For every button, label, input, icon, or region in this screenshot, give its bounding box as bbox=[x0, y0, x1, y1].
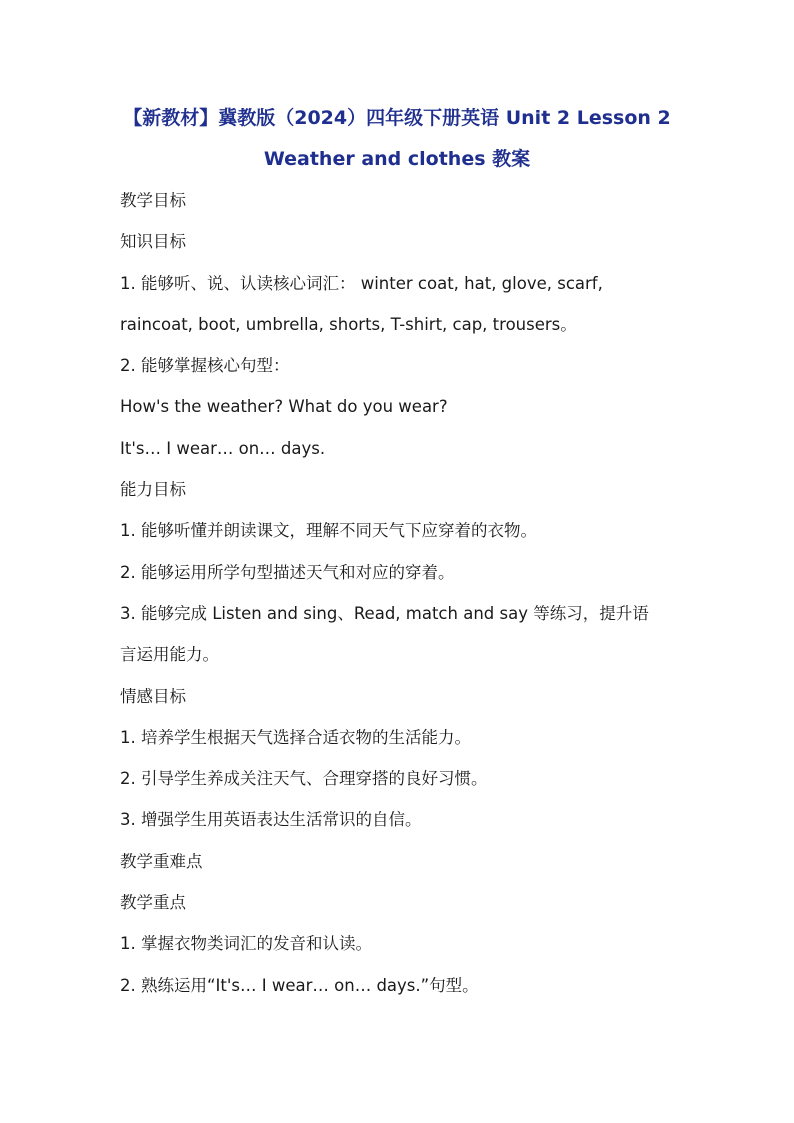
paragraph-line: How's the weather? What do you wear? bbox=[120, 397, 448, 417]
paragraph-line: 2. 能够掌握核心句型： bbox=[120, 356, 290, 376]
title-line-2: Weather and clothes 教案 bbox=[263, 148, 531, 170]
paragraph-line: raincoat, boot, umbrella, shorts, T-shirt, cap, trousers。 bbox=[120, 314, 577, 334]
paragraph-line: 1. 掌握衣物类词汇的发音和认读。 bbox=[120, 934, 372, 954]
paragraph-line: 2. 能够运用所学句型描述天气和对应的穿着。 bbox=[120, 562, 455, 582]
section-heading-teaching-goals: 教学目标 bbox=[120, 191, 186, 210]
paragraph-line: 1. 能够听懂并朗读课文，理解不同天气下应穿着的衣物。 bbox=[120, 521, 537, 541]
paragraph-line: 2. 熟练运用“It's… I wear… on… days.”句型。 bbox=[120, 975, 479, 995]
paragraph-line: 1. 培养学生根据天气选择合适衣物的生活能力。 bbox=[120, 727, 471, 747]
title-line-1: 【新教材】冀教版（2024）四年级下册英语 Unit 2 Lesson 2 bbox=[123, 107, 671, 129]
section-heading-key-difficult-points: 教学重难点 bbox=[120, 851, 203, 871]
subheading-key-points: 教学重点 bbox=[120, 893, 186, 913]
subheading-emotional-goals: 情感目标 bbox=[120, 686, 186, 706]
paragraph-line: It's… I wear… on… days. bbox=[120, 438, 326, 458]
subheading-knowledge-goals: 知识目标 bbox=[120, 232, 186, 252]
paragraph-line: 2. 引导学生养成关注天气、合理穿搭的良好习惯。 bbox=[120, 769, 488, 789]
paragraph-line: 言运用能力。 bbox=[120, 645, 219, 665]
paragraph-line: 1. 能够听、说、认读核心词汇： winter coat, hat, glove, scarf, bbox=[120, 273, 603, 293]
paragraph-line: 3. 增强学生用英语表达生活常识的自信。 bbox=[120, 810, 422, 830]
subheading-ability-goals: 能力目标 bbox=[120, 480, 186, 500]
document-title bbox=[100, 98, 694, 180]
paragraph-line: 3. 能够完成 Listen and sing、Read, match and say 等练习，提升语 bbox=[120, 603, 649, 623]
document-body bbox=[120, 180, 676, 1006]
